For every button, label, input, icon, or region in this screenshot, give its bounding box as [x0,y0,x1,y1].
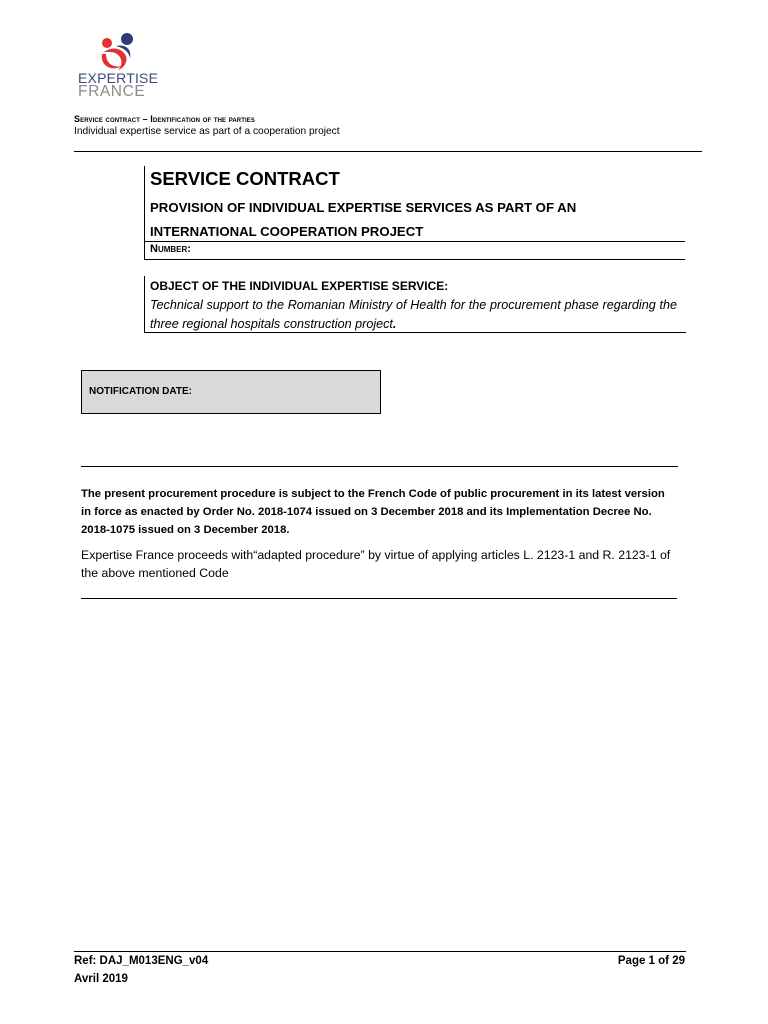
contract-number-divider [144,259,685,260]
footer-page-number: Page 1 of 29 [617,955,685,967]
procedure-paragraph-legal: The present procurement procedure is subject to the French Code of public procurement in its latest version in force as enacted by Order No. 2018-1074 issued on 3 December 2018 and its Implementation Decree No. 2018-1075 issued on 3 December 2018. [81,488,665,536]
expertise-france-logo-icon [96,30,136,74]
footer-date: Avril 2019 [74,973,128,985]
contract-number-label: Number: [150,243,191,255]
logo-line-france: FRANCE [78,83,146,100]
logo-line-expertise: EXPERTISE [78,70,159,86]
object-description [150,296,677,334]
contract-subtitle: PROVISION OF INDIVIDUAL EXPERTISE SERVICES AS PART OF AN INTERNATIONAL COOPERATION PROJECT [150,200,577,239]
logo-wordmark [78,71,168,99]
footer-reference: Ref: DAJ_M013ENG_v04 [74,955,209,967]
footer-divider [74,951,686,952]
object-label: OBJECT OF THE INDIVIDUAL EXPERTISE SERVICE: [150,279,449,293]
notification-date-label: NOTIFICATION DATE: [89,386,192,397]
procedure-top-divider [81,466,678,467]
header-title: Service contract – Identification of the parties [74,114,255,124]
contract-title: SERVICE CONTRACT [150,168,340,189]
header-subtitle: Individual expertise service as part of a cooperation project [74,126,340,137]
procedure-paragraph-adapted: Expertise France proceeds with“adapted procedure” by virtue of applying articles L. 2123-1 and R. 2123-1 of the above mentioned Code [81,548,671,580]
object-text-end: . [392,317,397,331]
procedure-bottom-divider [81,598,677,599]
header-divider [74,151,702,152]
object-text: Technical support to the Romanian Ministry of Health for the procurement phase regarding the three regional hospitals construction project [150,298,677,331]
contract-divider [144,241,685,242]
